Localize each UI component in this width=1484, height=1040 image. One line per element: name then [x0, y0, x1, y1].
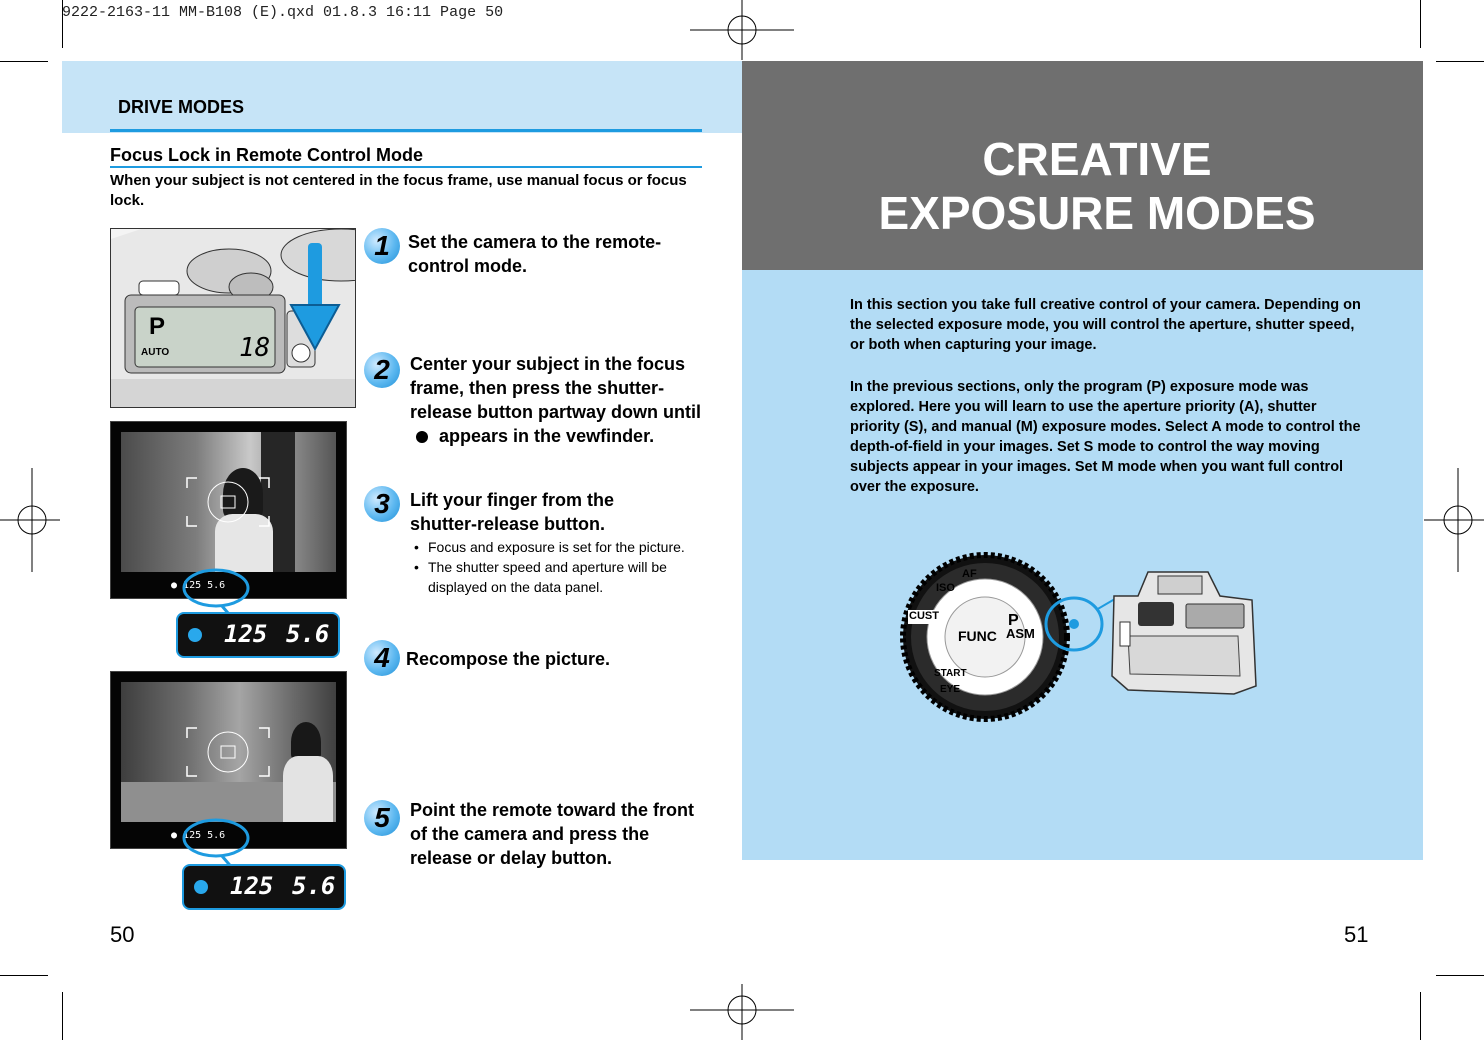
page-number-left: 50	[110, 922, 135, 947]
lcd-auto-label: AUTO	[141, 347, 170, 358]
bullet-item: • Focus and exposure is set for the picture.	[410, 537, 702, 557]
viewfinder-readout-1: ● 125 5.6	[171, 580, 226, 591]
registration-mark-left	[0, 468, 60, 572]
step-2-text	[410, 352, 702, 448]
page-number-right: 51	[1344, 922, 1369, 947]
viewfinder-shutter-2: 125	[183, 830, 202, 841]
step-4-text: Recompose the picture.	[406, 649, 611, 669]
step-3-text: Lift your finger from the shutter-release button.	[410, 490, 614, 534]
shutter-speed-value: 125	[224, 620, 268, 648]
dial-program-label: P	[1008, 612, 1019, 629]
focus-signal-icon	[188, 628, 202, 642]
crop-mark	[0, 975, 48, 976]
crop-mark	[1436, 61, 1484, 62]
crop-mark	[1420, 992, 1421, 1040]
step-2-text-before: Center your subject in the focus frame, then press the shutter-release button partway down until	[410, 354, 702, 422]
print-slug: 9222-2163-11 MM-B108 (E).qxd 01.8.3 16:11 Page 50	[62, 4, 504, 21]
viewfinder-readout-2: ● 125 5.6	[171, 830, 226, 841]
step-3-bullets	[410, 537, 702, 597]
camera-back-illustration	[1108, 566, 1258, 696]
registration-mark-bottom	[690, 984, 794, 1040]
step-number-2: 2	[364, 352, 400, 388]
section-rule	[110, 129, 702, 132]
data-panel-readout-2	[182, 864, 346, 910]
viewfinder-aperture-2: 5.6	[207, 830, 226, 841]
crop-mark	[1420, 0, 1421, 48]
registration-mark-right	[1424, 468, 1484, 572]
step-2-text-after: appears in the vewfinder.	[439, 426, 655, 446]
step-number-3: 3	[364, 486, 400, 522]
dial-cust-label: CUST	[909, 610, 939, 622]
registration-mark-top	[690, 0, 794, 60]
step-5-text: Point the remote toward the front of the camera and press the release or delay button.	[410, 800, 695, 868]
heading-rule	[110, 166, 702, 168]
focus-signal-icon	[194, 880, 208, 894]
dial-iso-label: ISO	[936, 582, 955, 594]
dial-eye-label: EYE	[940, 684, 961, 695]
section-title: DRIVE MODES	[118, 97, 245, 117]
intro-paragraph-1: In this section you take full creative control of your camera. Depending on the selected exposure mode, you will control the aperture, shutter speed, or both when capturing your image.	[850, 297, 1361, 353]
step-number-5: 5	[364, 800, 400, 836]
chapter-title-line-2: EXPOSURE MODES	[878, 187, 1316, 239]
step-number-4: 4	[364, 640, 400, 676]
step-1-text: Set the camera to the remote-control mode.	[408, 232, 662, 276]
crop-mark	[0, 61, 48, 62]
lcd-mode-p: P	[149, 313, 166, 340]
camera-top-illustration	[110, 228, 356, 408]
chapter-title-line-1: CREATIVE	[982, 133, 1212, 185]
step-number-1: 1	[364, 228, 400, 264]
focus-signal-icon	[416, 431, 428, 443]
crop-mark	[1436, 975, 1484, 976]
page-heading: Focus Lock in Remote Control Mode	[110, 145, 424, 165]
aperture-value: 5.6	[292, 872, 336, 900]
dial-start-label: START	[934, 668, 967, 679]
callout-circle-2	[178, 810, 258, 870]
data-panel-readout-1	[176, 612, 340, 658]
dial-asm-label: ASM	[1006, 626, 1035, 641]
chapter-title	[742, 132, 1452, 240]
shutter-speed-value: 125	[230, 872, 274, 900]
aperture-value: 5.6	[286, 620, 330, 648]
crop-mark	[62, 992, 63, 1040]
callout-circle-1	[178, 560, 258, 620]
intro-paragraph-2: In the previous sections, only the program (P) exposure mode was explored. Here you will learn to use the aperture priority (A), shutter priority (S), and manual (M) exposure modes. Select A mode to control the depth-of-field in your images. Set S mode to control the way moving subjects appear in your images. Set M mode when you want full control over the exposure.	[850, 379, 1361, 495]
intro-text: When your subject is not centered in the focus frame, use manual focus or focus lock.	[110, 172, 687, 209]
viewfinder-shutter-1: 125	[183, 580, 202, 591]
arrow-down-icon	[289, 243, 341, 355]
lcd-frame-counter: 18	[239, 333, 271, 363]
bullet-item: • The shutter speed and aperture will be displayed on the data panel.	[410, 557, 702, 597]
dial-func-label: FUNC	[958, 628, 997, 644]
dial-af-label: AF	[962, 568, 977, 580]
viewfinder-aperture-1: 5.6	[207, 580, 226, 591]
